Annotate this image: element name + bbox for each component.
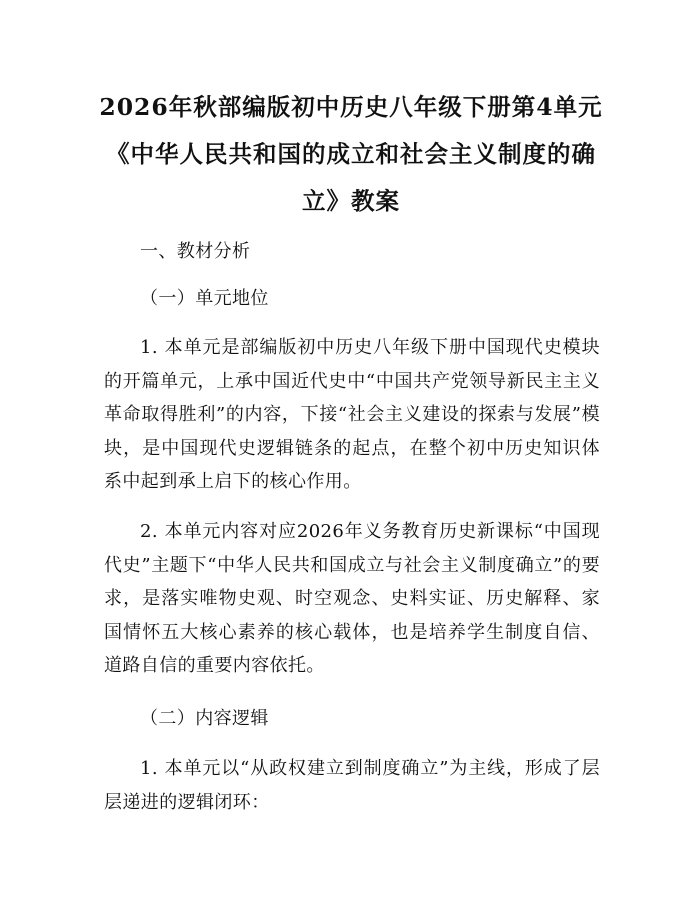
subsection-heading-unit-position: （一）单元地位 [140,288,269,309]
section-heading-teaching-material-analysis: 一、教材分析 [140,241,251,262]
document-title: 2026年秋部编版初中历史八年级下册第4单元《中华人民共和国的成立和社会主义制度的确立》教案 [99,93,603,215]
paragraph-unit-position-1: 1. 本单元是部编版初中历史八年级下册中国现代史模块的开篇单元，上承中国近代史中“中国共产党领导新民主主义革命取得胜利”的内容，下接“社会主义建设的探索与发展”模块，是中国现代史逻辑链条的起点，在整个初中历史知识体系中起到承上启下的核心作用。 [104,337,600,492]
subsection-heading-content-logic: （二）内容逻辑 [140,708,269,729]
paragraph-unit-position-2: 2. 本单元内容对应2026年义务教育历史新课标“中国现代史”主题下“中华人民共和国成立与社会主义制度确立”的要求，是落实唯物史观、时空观念、史料实证、历史解释、家国情怀五大核心素养的核心载体，也是培养学生制度自信、道路自信的重要内容依托。 [104,521,600,676]
paragraph-content-logic-1: 1. 本单元以“从政权建立到制度确立”为主线，形成了层层递进的逻辑闭环： [104,758,600,813]
